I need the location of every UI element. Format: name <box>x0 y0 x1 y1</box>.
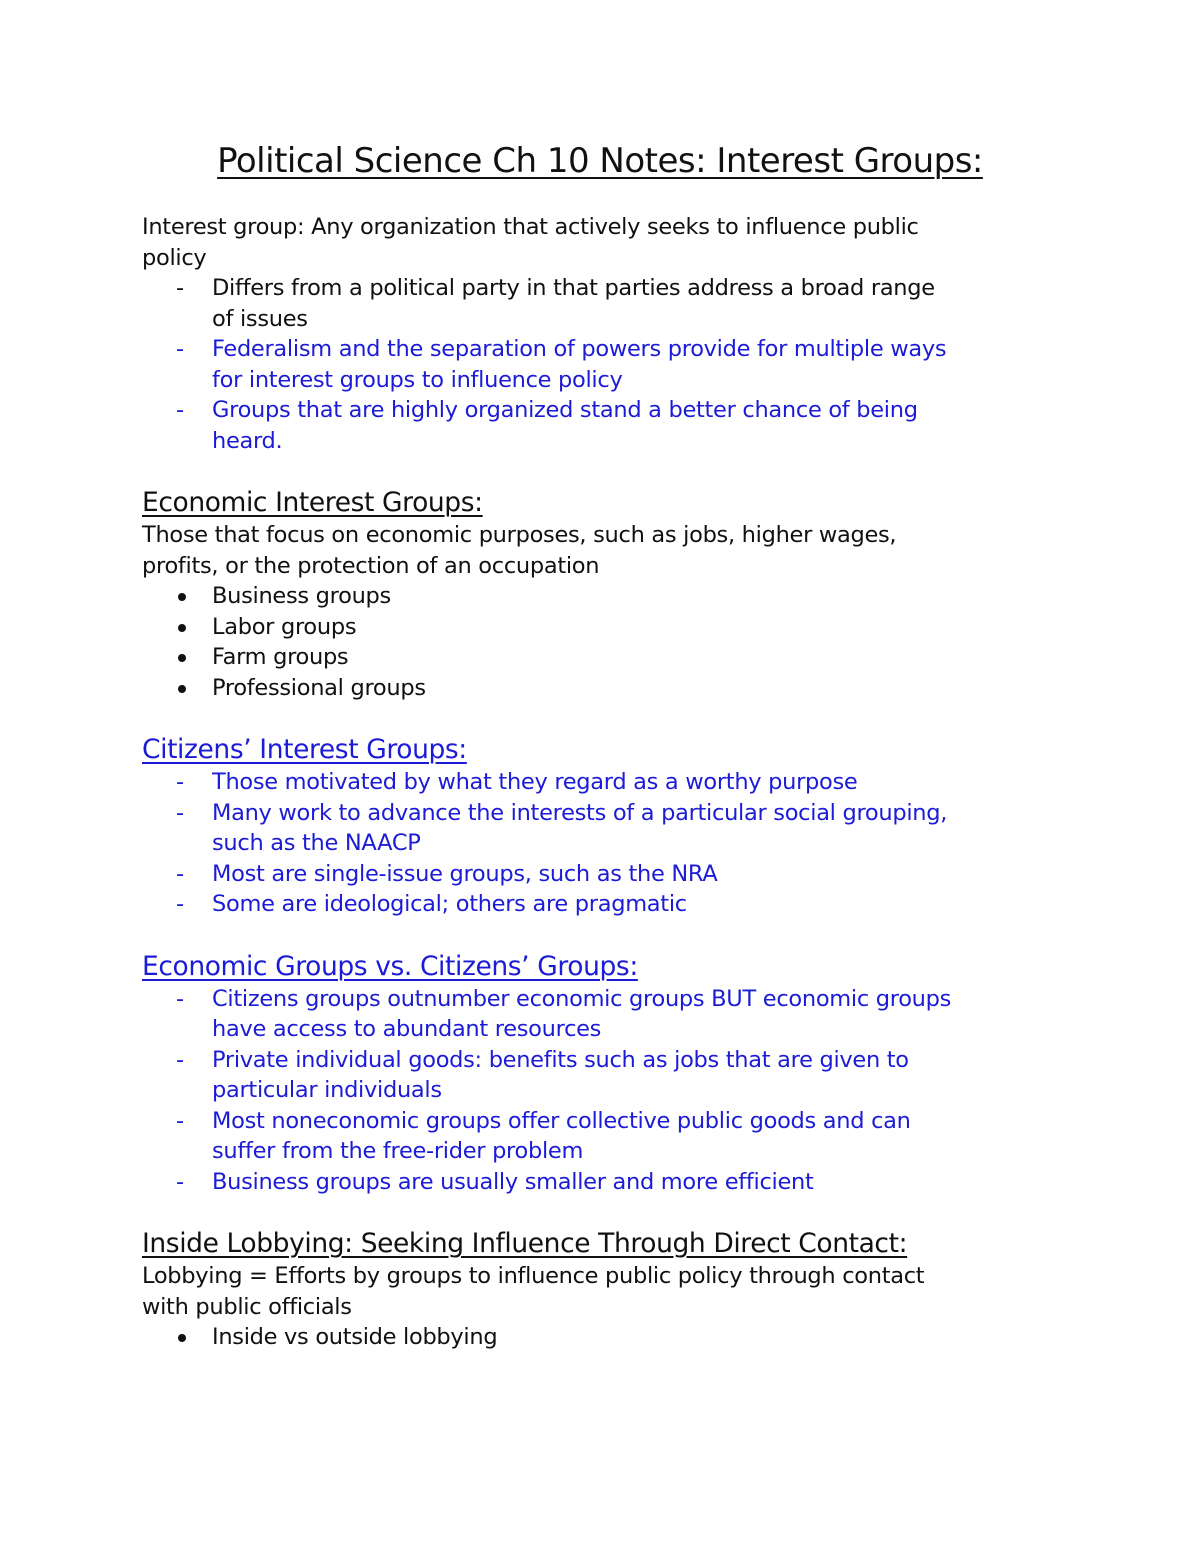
bullet-icon <box>178 1334 186 1342</box>
list-item-line: Federalism and the separation of powers provide for multiple ways <box>212 336 947 362</box>
list-item-line: Business groups are usually smaller and more efficient <box>212 1168 814 1195</box>
section-description: profits, or the protection of an occupation <box>142 552 600 579</box>
list-item: Labor groups <box>142 612 1062 643</box>
list-item <box>142 889 1062 920</box>
list-item <box>142 984 1062 1045</box>
citizens-section <box>142 733 1062 920</box>
dash-marker: - <box>176 1046 184 1073</box>
list-item <box>142 395 1062 456</box>
list-item <box>142 273 1062 334</box>
versus-list <box>142 984 1062 1198</box>
economic-bullets <box>142 581 1062 703</box>
list-item-line: Citizens groups outnumber economic groups BUT economic groups <box>212 985 952 1012</box>
list-item-line: Differs from a political party in that parties address a broad range <box>212 275 935 301</box>
bullet-icon <box>178 624 186 632</box>
dash-marker: - <box>176 1168 184 1195</box>
list-item-line: for interest groups to influence policy <box>212 366 623 393</box>
lobbying-section <box>142 1227 1062 1353</box>
dash-marker: - <box>176 275 184 301</box>
notes-body <box>142 212 1062 1353</box>
list-item <box>142 1167 1062 1198</box>
list-item <box>142 1106 1062 1167</box>
page-title: Political Science Ch 10 Notes: Interest Groups: <box>217 141 983 181</box>
section-heading: Economic Interest Groups: <box>142 487 483 518</box>
list-item <box>142 1045 1062 1106</box>
list-item-line: of issues <box>212 305 308 332</box>
list-item-line: such as the NAACP <box>212 830 421 856</box>
definition-line: Interest group: Any organization that actively seeks to influence public <box>142 214 919 240</box>
list-item <box>142 767 1062 798</box>
bullet-icon <box>178 654 186 662</box>
list-item-line: have access to abundant resources <box>212 1016 602 1042</box>
section-description: with public officials <box>142 1293 352 1320</box>
dash-marker: - <box>176 397 184 423</box>
section-heading: Citizens’ Interest Groups: <box>142 734 467 765</box>
dash-marker: - <box>176 1107 184 1134</box>
definition-line: policy <box>142 244 207 271</box>
section-heading: Economic Groups vs. Citizens’ Groups: <box>142 950 638 982</box>
bullet-icon <box>178 593 186 601</box>
section-heading: Inside Lobbying: Seeking Influence Through Direct Contact: <box>142 1228 908 1259</box>
list-item-line: Some are ideological; others are pragmatic <box>212 891 687 917</box>
dash-marker: - <box>176 799 184 826</box>
section-description: Lobbying = Efforts by groups to influence public policy through contact <box>142 1263 925 1289</box>
versus-section <box>142 950 1062 1198</box>
list-item <box>142 798 1062 859</box>
list-item: Farm groups <box>142 642 1062 673</box>
intro-section <box>142 212 1062 456</box>
list-item-line: Many work to advance the interests of a particular social grouping, <box>212 799 948 826</box>
list-item: Business groups <box>142 581 1062 612</box>
section-description: Those that focus on economic purposes, such as jobs, higher wages, <box>142 522 897 548</box>
dash-marker: - <box>176 769 184 795</box>
dash-marker: - <box>176 336 184 362</box>
dash-marker: - <box>176 891 184 917</box>
intro-list <box>142 273 1062 456</box>
list-item-line: suffer from the free-rider problem <box>212 1138 584 1164</box>
list-item-line: Most noneconomic groups offer collective public goods and can <box>212 1107 911 1134</box>
economic-section <box>142 486 1062 703</box>
list-item-line: Those motivated by what they regard as a worthy purpose <box>212 769 858 795</box>
list-item: Professional groups <box>142 673 1062 704</box>
list-item-line: particular individuals <box>212 1077 442 1103</box>
dash-marker: - <box>176 860 184 887</box>
list-item-line: Most are single-issue groups, such as the NRA <box>212 860 718 887</box>
list-item: Inside vs outside lobbying <box>142 1322 1062 1353</box>
list-item <box>142 859 1062 890</box>
list-item-line: Groups that are highly organized stand a better chance of being <box>212 397 918 423</box>
citizens-list <box>142 767 1062 920</box>
dash-marker: - <box>176 985 184 1012</box>
list-item-line: Private individual goods: benefits such as jobs that are given to <box>212 1046 909 1073</box>
bullet-icon <box>178 685 186 693</box>
lobbying-bullets <box>142 1322 1062 1353</box>
list-item <box>142 334 1062 395</box>
list-item-line: heard. <box>212 427 283 454</box>
